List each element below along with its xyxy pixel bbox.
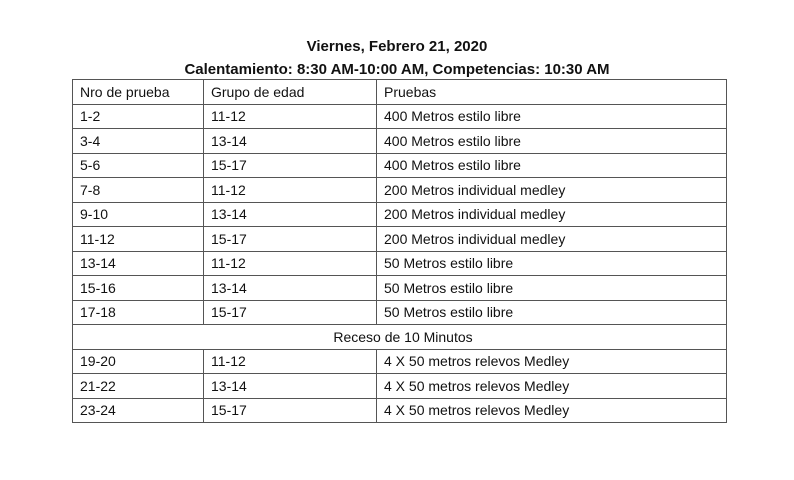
page-date-title: Viernes, Febrero 21, 2020	[306, 38, 488, 55]
table-row	[73, 202, 727, 227]
cell-event-number: 19-20	[73, 349, 204, 374]
cell-age-group: 11-12	[204, 251, 377, 276]
cell-event-number: 21-22	[73, 374, 204, 399]
cell-age-group: 15-17	[204, 398, 377, 423]
cell-age-group: 11-12	[204, 178, 377, 203]
cell-event-name: 50 Metros estilo libre	[377, 276, 727, 301]
cell-event-name: 400 Metros estilo libre	[377, 104, 727, 129]
cell-age-group: 15-17	[204, 153, 377, 178]
cell-event-number: 11-12	[73, 227, 204, 252]
cell-event-number: 5-6	[73, 153, 204, 178]
cell-event-name: 50 Metros estilo libre	[377, 251, 727, 276]
cell-age-group: 11-12	[204, 349, 377, 374]
table-row	[73, 374, 727, 399]
header-cell-event-number: Nro de prueba	[73, 80, 204, 105]
cell-age-group: 13-14	[204, 202, 377, 227]
cell-age-group: 15-17	[204, 300, 377, 325]
cell-event-name: 200 Metros individual medley	[377, 202, 727, 227]
cell-age-group: 13-14	[204, 374, 377, 399]
cell-event-number: 1-2	[73, 104, 204, 129]
table-row	[73, 178, 727, 203]
cell-event-number: 23-24	[73, 398, 204, 423]
page-schedule-subtitle: Calentamiento: 8:30 AM-10:00 AM, Competencias: 10:30 AM	[184, 61, 610, 78]
recess-label: Receso de 10 Minutos	[73, 325, 727, 350]
cell-event-number: 9-10	[73, 202, 204, 227]
table-header-row	[73, 80, 727, 105]
table-row	[73, 300, 727, 325]
recess-row	[73, 325, 727, 350]
events-table	[72, 79, 727, 423]
cell-event-name: 4 X 50 metros relevos Medley	[377, 398, 727, 423]
cell-event-name: 200 Metros individual medley	[377, 227, 727, 252]
table-row	[73, 398, 727, 423]
cell-event-name: 4 X 50 metros relevos Medley	[377, 374, 727, 399]
cell-age-group: 13-14	[204, 276, 377, 301]
table-row	[73, 276, 727, 301]
cell-event-name: 50 Metros estilo libre	[377, 300, 727, 325]
table-row	[73, 227, 727, 252]
cell-event-number: 13-14	[73, 251, 204, 276]
cell-age-group: 15-17	[204, 227, 377, 252]
cell-event-number: 7-8	[73, 178, 204, 203]
header-cell-events: Pruebas	[377, 80, 727, 105]
table-row	[73, 349, 727, 374]
cell-event-name: 400 Metros estilo libre	[377, 153, 727, 178]
table-row	[73, 251, 727, 276]
cell-event-name: 400 Metros estilo libre	[377, 129, 727, 154]
cell-event-number: 17-18	[73, 300, 204, 325]
cell-event-number: 15-16	[73, 276, 204, 301]
cell-event-number: 3-4	[73, 129, 204, 154]
table-row	[73, 153, 727, 178]
table-row	[73, 104, 727, 129]
cell-event-name: 4 X 50 metros relevos Medley	[377, 349, 727, 374]
cell-age-group: 13-14	[204, 129, 377, 154]
table-row	[73, 129, 727, 154]
cell-event-name: 200 Metros individual medley	[377, 178, 727, 203]
cell-age-group: 11-12	[204, 104, 377, 129]
header-cell-age-group: Grupo de edad	[204, 80, 377, 105]
